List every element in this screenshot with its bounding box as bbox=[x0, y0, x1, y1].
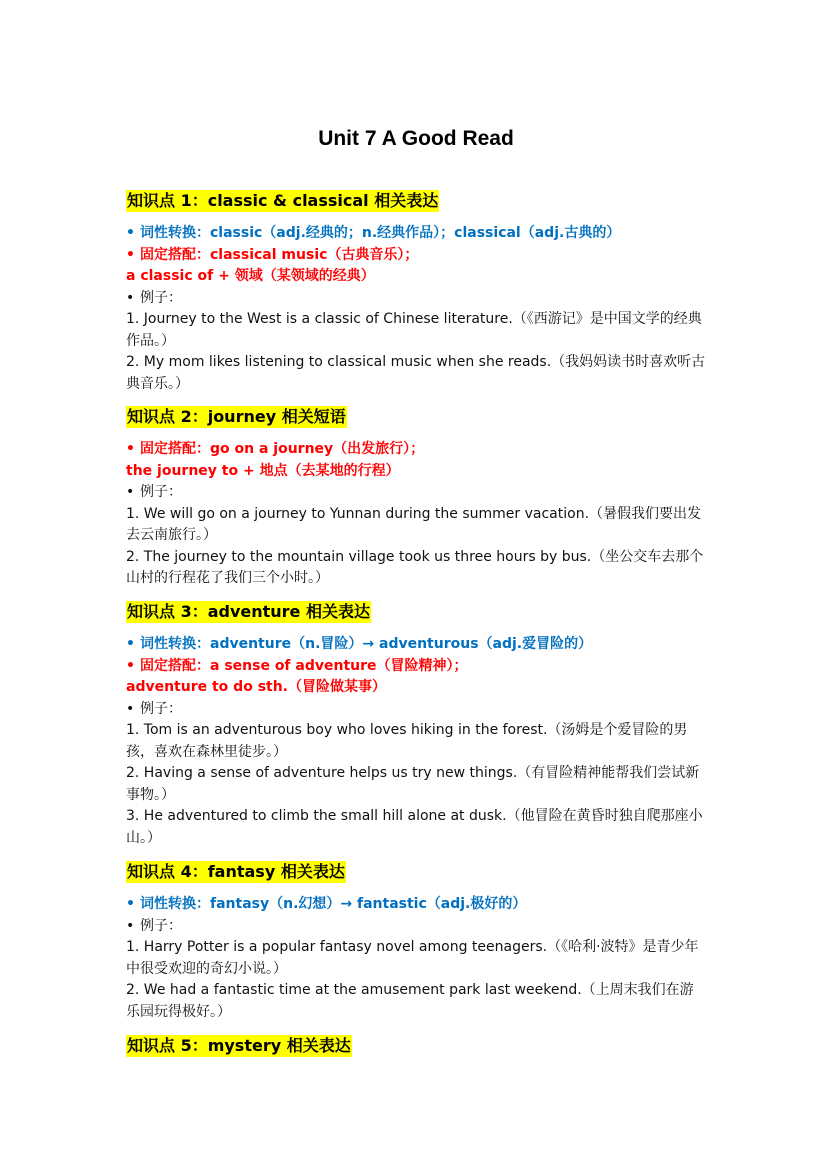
section-2-body bbox=[126, 439, 706, 590]
conversion-line: • 词性转换：classic（adj.经典的；n.经典作品）；classical（adj.古典的） bbox=[126, 223, 706, 245]
example-item: 1. Journey to the West is a classic of Chinese literature.（《西游记》是中国文学的经典作品。） bbox=[126, 311, 702, 349]
bullet-icon: • bbox=[126, 246, 135, 263]
section-4 bbox=[126, 861, 706, 883]
section-heading: 知识点 4：fantasy 相关表达 bbox=[127, 862, 345, 881]
section-3-body bbox=[126, 634, 706, 849]
bullet-icon: • bbox=[126, 636, 135, 652]
example-item: 2. My mom likes listening to classical music when she reads.（我妈妈读书时喜欢听古典音乐。） bbox=[126, 354, 706, 392]
example-item: 2. The journey to the mountain village took us three hours by bus.（坐公交车去那个山村的行程花了我们三个小时。） bbox=[126, 548, 704, 586]
example-item: 3. He adventured to climb the small hill alone at dusk.（他冒险在黄昏时独自爬那座小山。） bbox=[126, 808, 703, 846]
example-item: 1. We will go on a journey to Yunnan during the summer vacation.（暑假我们要出发去云南旅行。） bbox=[126, 505, 702, 543]
section-4-body bbox=[126, 894, 706, 1023]
example-item: 2. Having a sense of adventure helps us try new things.（有冒险精神能帮我们尝试新事物。） bbox=[126, 765, 700, 803]
bullet-icon: • bbox=[126, 484, 135, 500]
bullet-icon: • bbox=[126, 657, 135, 674]
collocation-line-2: a classic of + 领域（某领域的经典） bbox=[126, 268, 375, 284]
section-1 bbox=[126, 190, 706, 212]
section-heading: 知识点 3：adventure 相关表达 bbox=[127, 602, 370, 621]
examples-label: • 例子： bbox=[126, 699, 706, 721]
examples-label: • 例子： bbox=[126, 482, 706, 504]
collocation-line-2: adventure to do sth.（冒险做某事） bbox=[126, 679, 386, 695]
bullet-icon: • bbox=[126, 225, 135, 241]
section-3 bbox=[126, 601, 706, 623]
section-heading: 知识点 1：classic & classical 相关表达 bbox=[127, 191, 439, 210]
example-item: 1. Harry Potter is a popular fantasy novel among teenagers.（《哈利·波特》是青少年中很受欢迎的奇幻小说。） bbox=[126, 939, 699, 977]
bullet-icon: • bbox=[126, 700, 135, 717]
collocation-line: • 固定搭配：a sense of adventure（冒险精神）； bbox=[126, 656, 706, 678]
section-heading: 知识点 5：mystery 相关表达 bbox=[127, 1036, 351, 1055]
collocation-line-2: the journey to + 地点（去某地的行程） bbox=[126, 462, 400, 479]
collocation-line: • 固定搭配：go on a journey（出发旅行）； bbox=[126, 439, 706, 461]
examples-label: • 例子： bbox=[126, 288, 706, 310]
bullet-icon: • bbox=[126, 917, 135, 934]
conversion-line: • 词性转换：fantasy（n.幻想）→ fantastic（adj.极好的） bbox=[126, 894, 706, 916]
section-5 bbox=[126, 1035, 706, 1057]
conversion-line: • 词性转换：adventure（n.冒险）→ adventurous（adj.爱冒险的） bbox=[126, 634, 706, 656]
collocation-line: • 固定搭配：classical music（古典音乐）； bbox=[126, 245, 706, 267]
section-2 bbox=[126, 406, 706, 428]
bullet-icon: • bbox=[126, 896, 135, 912]
section-1-body bbox=[126, 223, 706, 395]
examples-label: • 例子： bbox=[126, 916, 706, 938]
bullet-icon: • bbox=[126, 441, 135, 457]
example-item: 1. Tom is an adventurous boy who loves hiking in the forest.（汤姆是个爱冒险的男孩，喜欢在森林里徒步。） bbox=[126, 722, 688, 760]
example-item: 2. We had a fantastic time at the amusement park last weekend.（上周末我们在游乐园玩得极好。） bbox=[126, 982, 694, 1020]
page-title: Unit 7 A Good Read bbox=[318, 127, 514, 150]
bullet-icon: • bbox=[126, 289, 135, 306]
section-heading: 知识点 2：journey 相关短语 bbox=[127, 407, 346, 426]
